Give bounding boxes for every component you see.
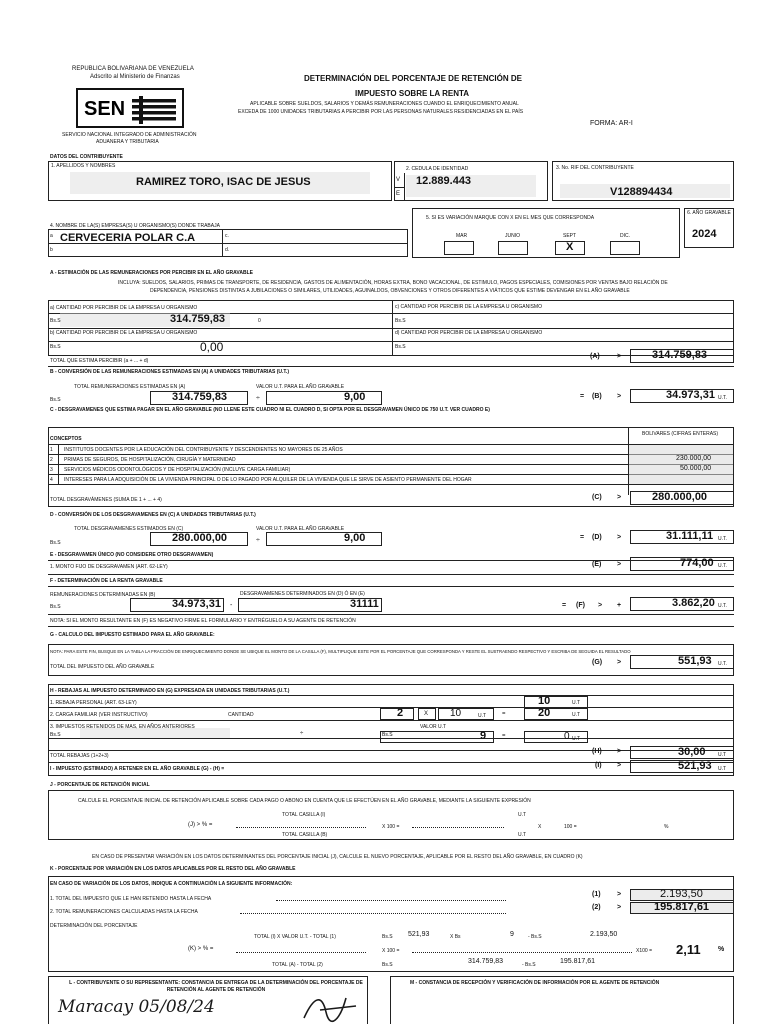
section-k-title: K - PORCENTAJE POR VARIACIÓN EN LOS DATOS APLICABLES POR EL RESTO DEL AÑO GRAVABLE bbox=[50, 866, 296, 872]
h-row2-x: X bbox=[424, 711, 429, 717]
a-zero: 0 bbox=[258, 318, 261, 324]
j-formula: (J) > % = bbox=[188, 822, 213, 828]
arrow-b: > bbox=[617, 393, 622, 400]
republic-label: REPUBLICA BOLIVARIANA DE VENEZUELA bbox=[72, 66, 194, 72]
d-label: d) CANTIDAD POR PERCIBIR DE LA EMPRESA U ORGANISMO bbox=[395, 330, 543, 336]
h-row1-value: 10 bbox=[538, 695, 551, 707]
k-pct: % bbox=[718, 946, 725, 953]
month-jun: JUNIO bbox=[505, 233, 520, 239]
a-value: 314.759,83 bbox=[170, 313, 226, 325]
b-value2: 9,00 bbox=[344, 391, 366, 403]
code-a: (A) bbox=[590, 353, 600, 360]
handwritten-place-date: Maracay 05/08/24 bbox=[58, 997, 215, 1017]
month-mar: MAR bbox=[456, 233, 468, 239]
b-label2: VALOR U.T. PARA EL AÑO GRAVABLE bbox=[256, 384, 345, 390]
h-row2-ut: U.T bbox=[572, 712, 581, 718]
code-c: (C) bbox=[592, 494, 602, 501]
sept-mark: X bbox=[566, 241, 574, 253]
k-den-a: 314.759,83 bbox=[468, 958, 504, 965]
arrow-h: > bbox=[617, 748, 622, 755]
c-item-num: 2 bbox=[50, 457, 53, 463]
total-g: 551,93 bbox=[678, 655, 712, 667]
k-den-b: 195.817,61 bbox=[560, 958, 596, 965]
total-c: 280.000,00 bbox=[652, 491, 708, 503]
b-label1: TOTAL REMUNERACIONES ESTIMADAS EN (A) bbox=[74, 384, 186, 390]
k-den-label: TOTAL (A) - TOTAL (2) bbox=[272, 962, 323, 968]
j-instruction: CALCULE EL PORCENTAJE INICIAL DE RETENCIÓN APLICABLE SOBRE CADA PAGO O ABONO EN CUENTA QUE LE EFECTÚEN EN EL AÑO GRAVABLE, MEDIANTE LA SIGUIENTE EXPRESIÓN bbox=[78, 798, 531, 804]
k-intro: EN CASO DE PRESENTAR VARIACIÓN EN LOS DATOS DETERMINANTES DEL PORCENTAJE INICIAL (J), CALCULE EL NUEVO PORCENTAJE, APLICABLE POR EL RESTO DEL AÑO GRAVABLE, EN CUADRO (K) bbox=[92, 854, 583, 860]
total-h-ut: U.T bbox=[718, 752, 727, 758]
c-item-label: SERVICIOS MÉDICOS ODONTOLÓGICOS Y DE HOSPITALIZACIÓN (INCLUYE CARGA FAMILIAR) bbox=[64, 467, 291, 473]
k-row1-label: 1. TOTAL DEL IMPUESTO QUE LE HAN RETENIDO HASTA LA FECHA bbox=[50, 896, 212, 902]
section-b-title: B - CONVERSIÓN DE LAS REMUNERACIONES ESTIMADAS EN (A) A UNIDADES TRIBUTARIAS (U.T.) bbox=[50, 369, 289, 375]
rif-number: V128894434 bbox=[610, 186, 673, 198]
svg-text:SEN: SEN bbox=[84, 98, 126, 120]
form-subtitle-line2: EXCEDA DE 1000 UNIDADES TRIBUTARIAS A PERCIBIR POR LAS PERSONAS NATURALES RESIDENCIADAS EN EL PAÍS bbox=[238, 109, 524, 115]
h-row2-qty: 2 bbox=[397, 707, 404, 719]
h-valor-ut: VALOR U.T bbox=[420, 724, 447, 730]
form-title-line1: DETERMINACIÓN DEL PORCENTAJE DE RETENCIÓN DE bbox=[304, 74, 522, 83]
total-i-ut: U.T bbox=[718, 766, 727, 772]
total-f: 3.862,20 bbox=[672, 597, 715, 609]
k-xbs: X Bs bbox=[450, 934, 461, 940]
f-value1: 34.973,31 bbox=[172, 598, 221, 610]
code-h: (H) bbox=[592, 748, 602, 755]
k-minus-bs: - Bs.S bbox=[528, 934, 542, 940]
section-a-note1: INCLUYA: SUELDOS, SALARIOS, PRIMAS DE TRANSPORTE, DE RESIDENCIA, GASTOS DE ALIMENTACIÓN, HORAS EXTRA, BONO VACACIONAL, DE ESTIMULO, PAGOS ESPECIALES, COMISIONES POR VENTAS BAJO RELACIÓN DE bbox=[118, 280, 668, 286]
h-row3-ut: 9 bbox=[480, 730, 487, 742]
code-g: (G) bbox=[592, 659, 603, 666]
b-value1: 314.759,83 bbox=[172, 391, 228, 403]
f-value2: 31111 bbox=[350, 598, 379, 610]
id-label: 2. CEDULA DE IDENTIDAD bbox=[406, 166, 469, 172]
j-hundred: 100 = bbox=[564, 824, 577, 830]
section-a-note2: DEPENDENCIA, PENSIONES DISTINTAS A JUBILACIONES O SIMILARES, UTILIDADES, AGUINALDOS, OBVENCIONES Y OTROS DIFERENTES A VIÁTICOS QUE ESTIME DEVENGAR EN EL AÑO GRAVABLE bbox=[150, 288, 630, 294]
form-code: FORMA: AR-I bbox=[590, 120, 633, 127]
k-num-a: 521,93 bbox=[408, 931, 430, 938]
code-f: (F) bbox=[576, 602, 585, 609]
c-bs: Bs.S bbox=[395, 318, 406, 324]
k-x100: X 100 = bbox=[382, 948, 400, 954]
k-bs1: Bs.S bbox=[382, 934, 393, 940]
arrow-g: > bbox=[617, 659, 622, 666]
arrow-a: > bbox=[617, 353, 622, 360]
a-label: a) CANTIDAD POR PERCIBIR DE LA EMPRESA U ORGANISMO bbox=[50, 305, 198, 311]
checkbox-dic[interactable] bbox=[610, 241, 640, 255]
year-value: 2024 bbox=[692, 228, 717, 240]
f-bs: Bs.S bbox=[50, 604, 61, 610]
divide-sign-b: ÷ bbox=[256, 395, 260, 402]
h-row1-ut: U.T bbox=[572, 700, 581, 706]
minus-sign-f: - bbox=[230, 602, 233, 609]
total-e-ut: U.T. bbox=[718, 563, 727, 569]
h-row2-factor-ut: U.T bbox=[478, 713, 487, 719]
arrow-k2: > bbox=[617, 904, 622, 911]
f-label2: DESGRAVAMENES DETERMINADOS EN (D) Ó EN (E) bbox=[240, 591, 365, 597]
section-a-title: A - ESTIMACIÓN DE LAS REMUNERACIONES POR PERCIBIR EN EL AÑO GRAVABLE bbox=[50, 270, 253, 276]
employer-c: c. bbox=[225, 233, 229, 239]
equals-h2: = bbox=[502, 711, 506, 717]
year-label: 6. AÑO GRAVABLE bbox=[687, 210, 731, 216]
k-num-c: 2.193,50 bbox=[590, 931, 618, 938]
h-row2-label: 2. CARGA FAMILIAR (VER INSTRUCTIVO) bbox=[50, 712, 148, 718]
f-note: NOTA: SI EL MONTO RESULTANTE EN (F) ES NEGATIVO FIRME EL FORMULARIO Y ENTRÉGUELO A SU AGENTE DE RETENCIÓN bbox=[50, 618, 356, 624]
i-label: I - IMPUESTO (ESTIMADO) A RETENER EN EL AÑO GRAVABLE (G) - (H) = bbox=[50, 766, 225, 772]
c-item-num: 1 bbox=[50, 447, 53, 453]
equals-b: = bbox=[580, 393, 585, 400]
arrow-k1: > bbox=[617, 891, 622, 898]
total-f-ut: U.T. bbox=[718, 603, 727, 609]
k-row2-code: (2) bbox=[592, 904, 601, 911]
section-h-title: H - REBAJAS AL IMPUESTO DETERMINADO EN (G) EXPRESADA EN UNIDADES TRIBUTARIAS (U.T.) bbox=[50, 688, 290, 694]
plus-sign-f: + bbox=[617, 602, 622, 609]
b-label: b) CANTIDAD POR PERCIBIR DE LA EMPRESA U ORGANISMO bbox=[50, 330, 198, 336]
j-denominator: TOTAL CASILLA (B) bbox=[282, 832, 328, 838]
checkbox-mar[interactable] bbox=[444, 241, 474, 255]
b-bs: Bs.S bbox=[50, 344, 61, 350]
agency-line2: ADUANERA Y TRIBUTARIA bbox=[96, 139, 159, 145]
d-label2: VALOR U.T. PARA EL AÑO GRAVABLE bbox=[256, 526, 345, 532]
d-value2: 9,00 bbox=[344, 532, 366, 544]
employer-b: b bbox=[50, 247, 53, 253]
total-d-ut: U.T. bbox=[718, 536, 727, 542]
total-b-ut: U.T. bbox=[718, 395, 727, 401]
total-d: 31.111,11 bbox=[666, 530, 714, 542]
id-v: V bbox=[396, 177, 401, 183]
j-numerator: TOTAL CASILLA (I) bbox=[282, 812, 326, 818]
c-item-label: INSTITUTOS DOCENTES POR LA EDUCACIÓN DEL CONTRIBUYENTE Y DESCENDIENTES NO MAYORES DE 25 AÑOS bbox=[64, 447, 343, 453]
k-formula: (K) > % = bbox=[188, 946, 214, 952]
arrow-c: > bbox=[617, 494, 622, 501]
month-dic: DIC. bbox=[620, 233, 630, 239]
names-label: 1. APELLIDOS Y NOMBRES bbox=[51, 163, 116, 169]
h-row3-shade bbox=[80, 728, 230, 738]
k-num-label: TOTAL (I) X VALOR U.T. - TOTAL (1) bbox=[254, 934, 336, 940]
k-bs2: Bs.S bbox=[382, 962, 393, 968]
checkbox-jun[interactable] bbox=[498, 241, 528, 255]
h-total-label: TOTAL REBAJAS (1+2+3) bbox=[50, 753, 109, 759]
employer-a: a bbox=[50, 233, 53, 239]
e-label: 1. MONTO FIJO DE DESGRAVAMEN (ART. 62-LEY) bbox=[50, 564, 168, 570]
month-sep: SEPT bbox=[563, 233, 577, 239]
j-ut-bottom: U.T bbox=[518, 832, 527, 838]
section-d-title: D - CONVERSIÓN DE LOS DESGRAVAMENES EN (C) A UNIDADES TRIBUTARIAS (U.T.) bbox=[50, 512, 256, 518]
d-bs: Bs.S bbox=[50, 540, 61, 546]
c-item-label: PRIMAS DE SEGUROS, DE HOSPITALIZACIÓN, CIRUGÍA Y MATERNIDAD bbox=[64, 457, 236, 463]
section-l-title: L - CONTRIBUYENTE O SU REPRESENTANTE: CONSTANCIA DE ENTREGA DE LA DETERMINACIÓN DEL PORCENTAJE DE RETENCIÓN AL AGENTE DE RETENCIÓN bbox=[69, 980, 363, 993]
ministry-label: Adscrito al Ministerio de Finanzas bbox=[90, 74, 180, 80]
k-row2-value: 195.817,61 bbox=[654, 901, 710, 913]
employer-d: d. bbox=[225, 247, 230, 253]
id-number: 12.889.443 bbox=[416, 175, 472, 187]
equals-h3: = bbox=[502, 733, 506, 739]
section-f-title: F - DETERMINACIÓN DE LA RENTA GRAVABLE bbox=[50, 578, 163, 584]
c-item-num: 3 bbox=[50, 467, 53, 473]
d-bs: Bs.S bbox=[395, 344, 406, 350]
employer-name: CERVECERIA POLAR C.A bbox=[60, 232, 196, 244]
equals-f: = bbox=[562, 602, 567, 609]
j-ut-top: U.T bbox=[518, 812, 527, 818]
arrow-f: > bbox=[598, 602, 603, 609]
d-label1: TOTAL DESGRAVAMENES ESTIMADOS EN (C) bbox=[74, 526, 184, 532]
divide-sign-h: ÷ bbox=[300, 731, 304, 737]
arrow-d: > bbox=[617, 534, 622, 541]
k-num-b: 9 bbox=[510, 931, 514, 938]
j-x: X bbox=[538, 824, 542, 830]
h-row3-ut-box bbox=[380, 731, 494, 743]
section-j-title: J - PORCENTAJE DE RETENCIÓN INICIAL bbox=[50, 782, 150, 788]
h-row3-value: 0 bbox=[564, 731, 570, 742]
divide-sign-d: ÷ bbox=[256, 537, 260, 544]
b-value: 0,00 bbox=[200, 340, 224, 354]
code-b: (B) bbox=[592, 393, 602, 400]
b-bs: Bs.S bbox=[50, 397, 61, 403]
total-h: 30,00 bbox=[678, 746, 706, 758]
section-m-title: M - CONSTANCIA DE RECEPCIÓN Y VERIFICACIÓN DE INFORMACIÓN POR EL AGENTE DE RETENCIÓN bbox=[410, 980, 660, 986]
h-row2-value: 20 bbox=[538, 707, 551, 719]
form-title-line2: IMPUESTO SOBRE LA RENTA bbox=[355, 89, 470, 98]
seniat-logo bbox=[76, 88, 184, 128]
f-label1: REMUNERACIONES DETERMINADAS EN (B) bbox=[50, 592, 156, 598]
c-item-value: 230.000,00 bbox=[676, 455, 712, 462]
k-det-label: DETERMINACIÓN DEL PORCENTAJE bbox=[50, 923, 138, 929]
variation-label: 5. SI ES VARIACIÓN MARQUE CON X EN EL MES QUE CORRESPONDA bbox=[426, 215, 595, 221]
a-bs: Bs.S bbox=[50, 318, 61, 324]
contributor-names: RAMIREZ TORO, ISAC DE JESUS bbox=[136, 176, 311, 188]
employer-label: 4. NOMBRE DE LA(S) EMPRESA(S) U ORGANISMO(S) DONDE TRABAJA bbox=[50, 223, 220, 229]
id-e: E bbox=[396, 191, 401, 197]
c-total-label: TOTAL DESGRAVÁMENES (SUMA DE 1 + ... + 4) bbox=[50, 497, 162, 503]
c-item-value: 50.000,00 bbox=[680, 465, 712, 472]
k-row1-code: (1) bbox=[592, 891, 601, 898]
a-total-label: TOTAL QUE ESTIMA PERCIBIR (a + ... + d) bbox=[50, 358, 149, 364]
h-row3-label: 3. IMPUESTOS RETENIDOS DE MAS, EN AÑOS ANTERIORES bbox=[50, 724, 195, 730]
total-a: 314.759,83 bbox=[652, 349, 708, 361]
section-e-title: E - DESGRAVAMEN ÚNICO (NO CONSIDERE OTRO DESGRAVAMEN) bbox=[50, 552, 214, 558]
agency-line1: SERVICIO NACIONAL INTEGRADO DE ADMINISTRACIÓN bbox=[62, 132, 197, 138]
c-item-num: 4 bbox=[50, 477, 53, 483]
total-i: 521,93 bbox=[678, 760, 712, 772]
code-e: (E) bbox=[592, 561, 602, 568]
k-subtitle: EN CASO DE VARIACIÓN DE LOS DATOS, INDIQUE A CONTINUACIÓN LA SIGUIENTE INFORMACIÓN: bbox=[50, 881, 293, 887]
total-e: 774,00 bbox=[680, 557, 714, 569]
h-cantidad: CANTIDAD bbox=[228, 712, 254, 718]
h-row2-factor: 10 bbox=[450, 708, 462, 719]
h-row3-bs2: Bs.S bbox=[382, 732, 393, 738]
form-subtitle-line1: APLICABLE SOBRE SUELDOS, SALARIOS Y DEMÁS REMUNERACIONES CUANDO EL ENRIQUECIMIENTO ANUAL bbox=[250, 101, 519, 107]
h-row3-bs: Bs.S bbox=[50, 732, 61, 738]
contributor-section-title: DATOS DEL CONTRIBUYENTE bbox=[50, 154, 123, 160]
code-d: (D) bbox=[592, 534, 602, 541]
section-g-title: G - CALCULO DEL IMPUESTO ESTIMADO PARA EL AÑO GRAVABLE: bbox=[50, 632, 215, 638]
section-c-title: C - DESGRAVAMENES QUE ESTIMA PAGAR EN EL AÑO GRAVABLE (NO LLENE ESTE CUADRO NI EL CUADRO D, SI OPTA POR EL DESGRAVAMEN ÚNICO DE 750 U.T. VER CUADRO E) bbox=[50, 407, 490, 413]
h-row1-label: 1. REBAJA PERSONAL (ART. 63-LEY) bbox=[50, 700, 137, 706]
k-x100b: X100 = bbox=[636, 948, 652, 954]
signature-scribble bbox=[300, 990, 360, 1024]
g-label: TOTAL DEL IMPUESTO DEL AÑO GRAVABLE bbox=[50, 664, 155, 670]
rif-label: 3. No. RIF DEL CONTRIBUYENTE bbox=[556, 165, 634, 171]
k-row2-label: 2. TOTAL REMUNERACIONES CALCULADAS HASTA LA FECHA bbox=[50, 909, 198, 915]
arrow-e: > bbox=[617, 561, 622, 568]
c-label: c) CANTIDAD POR PERCIBIR DE LA EMPRESA U ORGANISMO bbox=[395, 304, 542, 310]
k-minus-bs2: - Bs.S bbox=[522, 962, 536, 968]
code-i: (I) bbox=[595, 762, 602, 769]
total-g-ut: U.T. bbox=[718, 661, 727, 667]
c-item-label: INTERESES PARA LA ADQUISICIÓN DE LA VIVIENDA PRINCIPAL O DE LO PAGADO POR ALQUILER DE LA VIVIENDA QUE LE SIRVE DE ASIENTO PERMANENTE DEL HOGAR bbox=[64, 477, 472, 483]
k-row1-value: 2.193,50 bbox=[660, 888, 703, 900]
g-note: NOTA: PARA ESTE FIN, BUSQUE EN LA TABLA LA FRACCIÓN DE ENRIQUECIMIENTO DONDE SE UBIQUE EL MONTO DE LA CASILLA (F), MULTIPLIQUE ESTE POR EL PORCENTAJE QUE CORRESPONDA Y RESTE EL SUSTRAENDO RESPECTIVO Y ESCRIBA DE SEGUIDA EL RESULTADO bbox=[50, 649, 631, 654]
c-concepts: CONCEPTOS bbox=[50, 436, 82, 442]
j-pct: % bbox=[664, 824, 669, 830]
arrow-i: > bbox=[617, 762, 622, 769]
k-result: 2,11 bbox=[676, 942, 701, 957]
c-amount-header: BOLIVARES (CIFRAS ENTERAS) bbox=[642, 431, 719, 437]
h-row3-ut-unit: U.T bbox=[572, 736, 581, 742]
j-x100: X 100 = bbox=[382, 824, 400, 830]
equals-d: = bbox=[580, 534, 585, 541]
total-b: 34.973,31 bbox=[666, 389, 715, 401]
d-value1: 280.000,00 bbox=[172, 532, 228, 544]
